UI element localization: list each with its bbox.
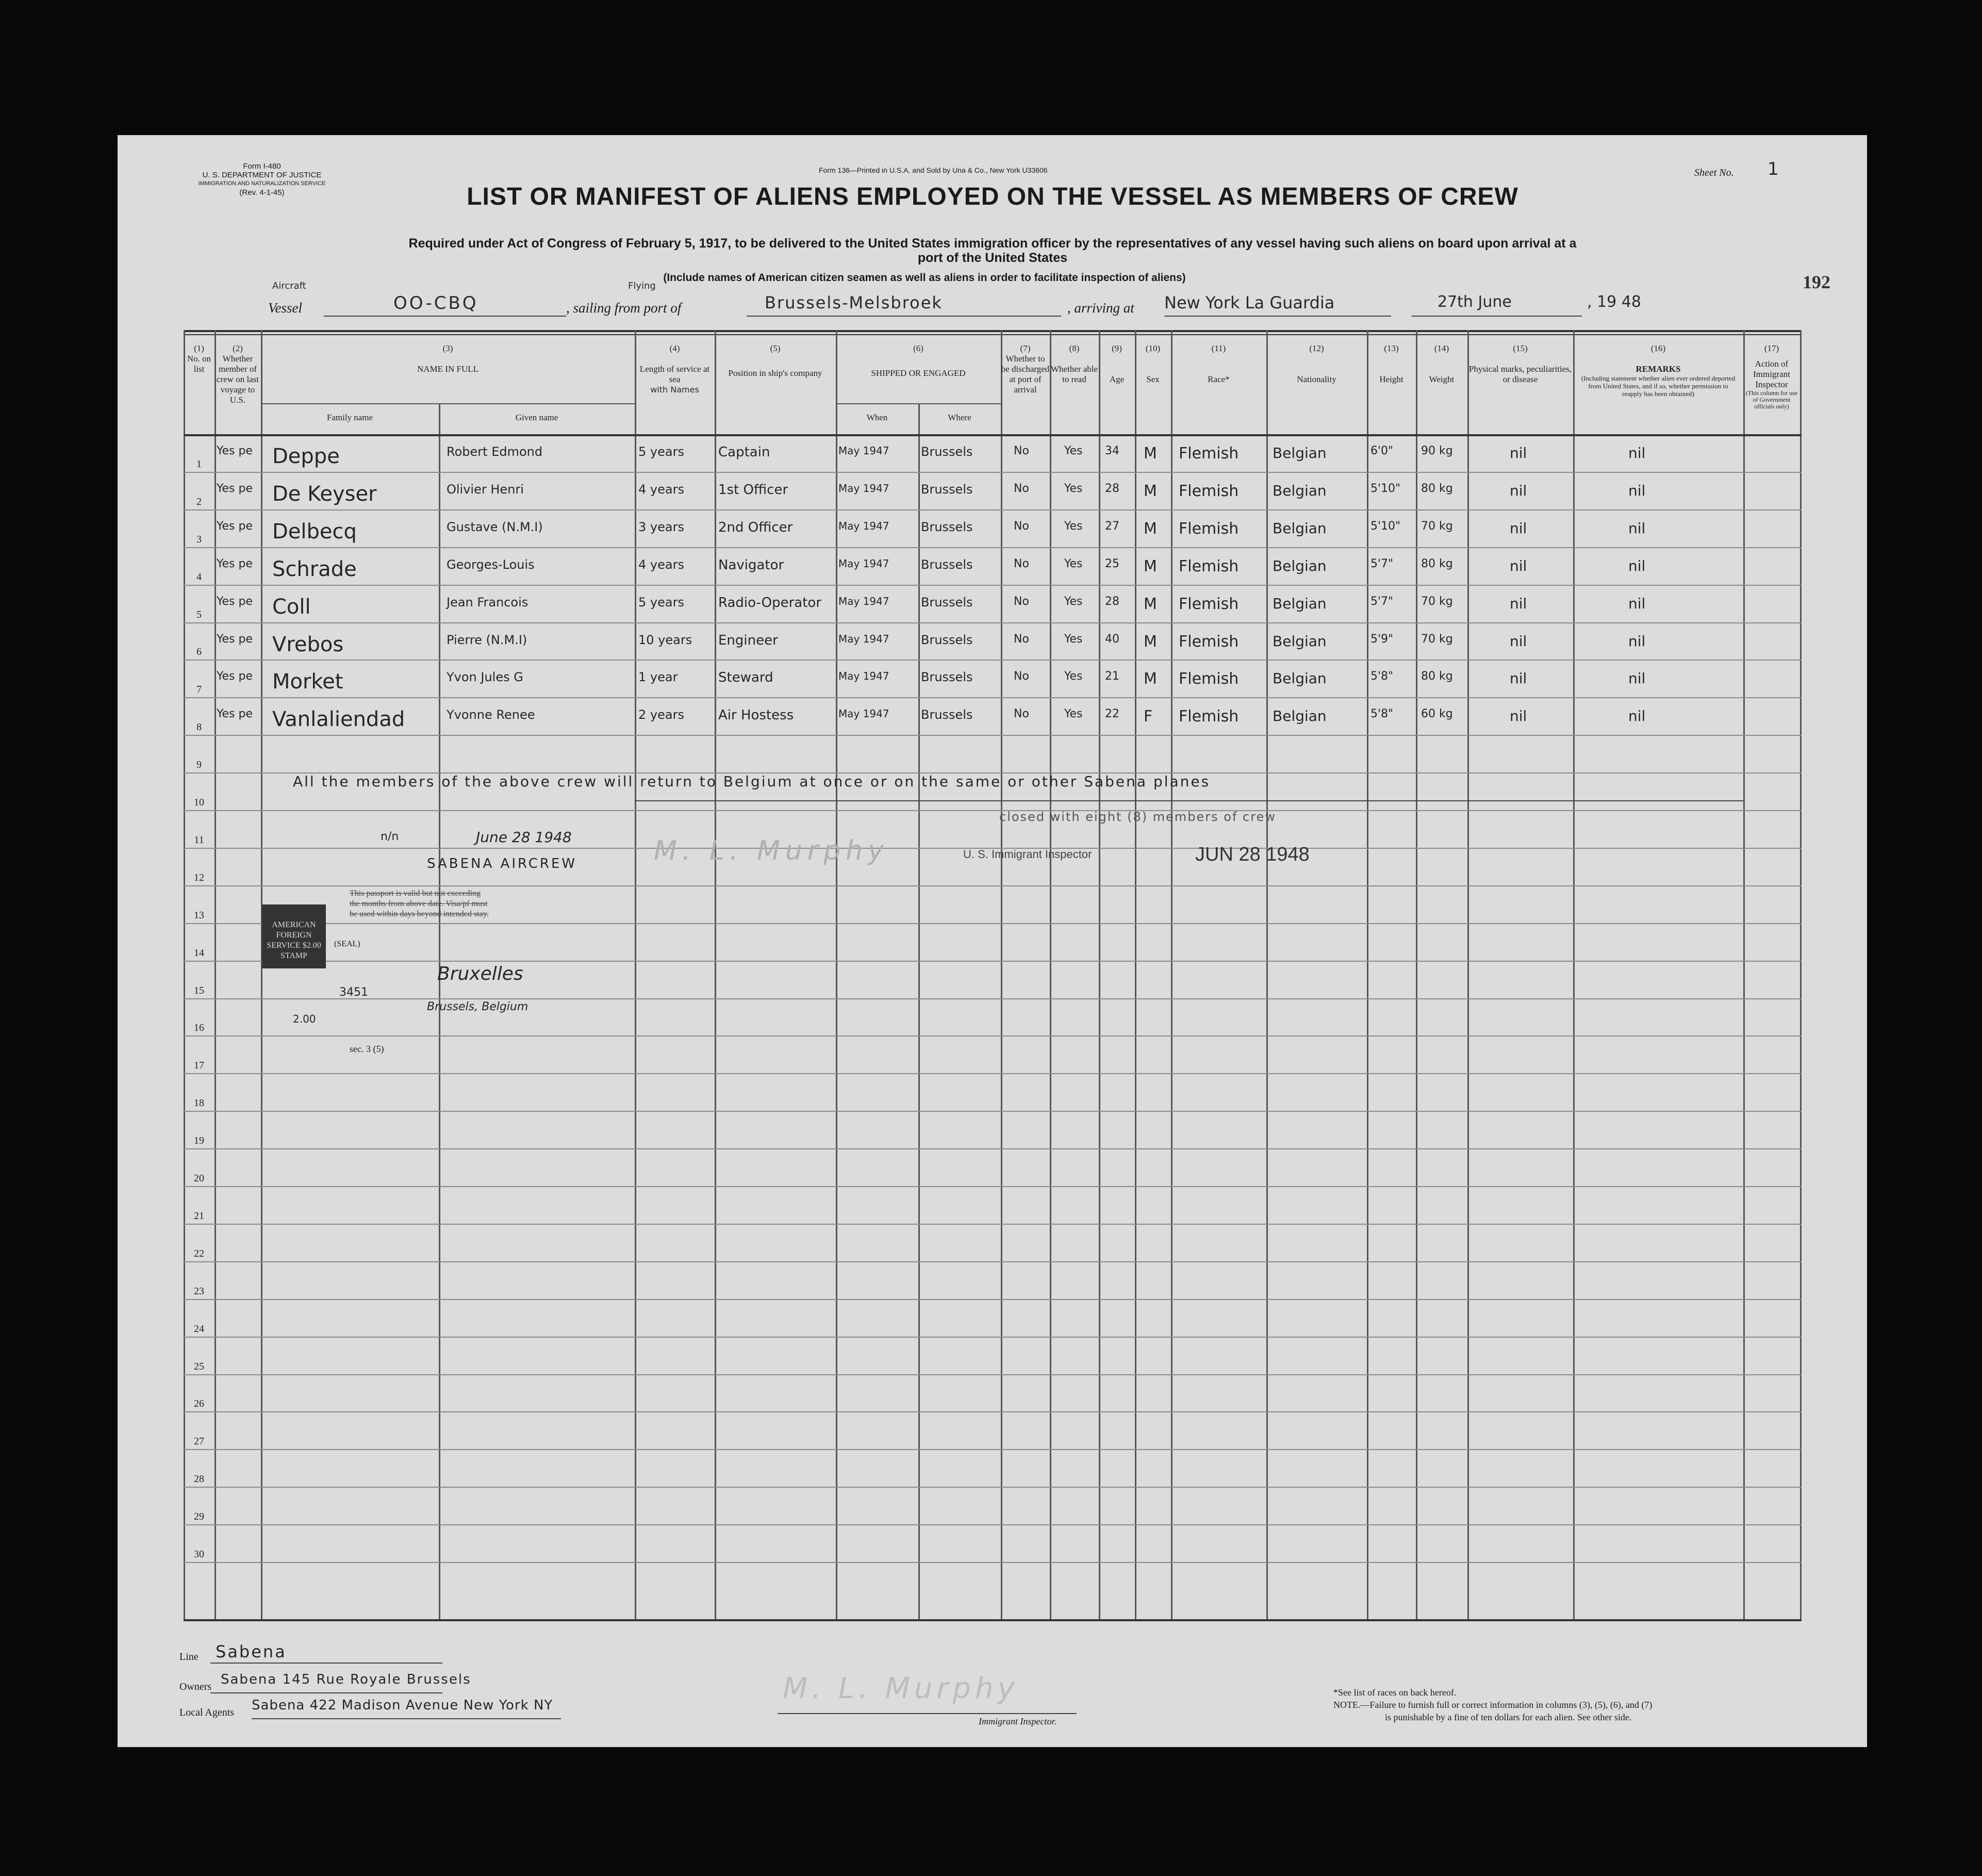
row-number: 2 (196, 496, 202, 507)
row-line (184, 1148, 1802, 1149)
col-2-header: (2) Whether member of crew on last voyage to U.S. (216, 343, 259, 405)
row-line (184, 1073, 1802, 1074)
owners-value: Sabena 145 Rue Royale Brussels (221, 1672, 471, 1687)
crew-where: Brussels (921, 595, 973, 610)
row-line (184, 472, 1802, 473)
col-12-header: (12) Nationality (1297, 343, 1336, 384)
crew-age: 28 (1105, 595, 1119, 608)
crew-service: 5 years (638, 595, 684, 610)
crew-read: Yes (1064, 707, 1083, 720)
races-note: *See list of races on back hereof. (1333, 1687, 1457, 1698)
row-number: 25 (194, 1361, 204, 1372)
inspector-signature: M. L. Murphy (654, 835, 889, 866)
row-number: 15 (194, 985, 204, 996)
where-header: Where (948, 413, 971, 422)
crew-given: Yvonne Renee (447, 707, 535, 722)
crew-when: May 1947 (838, 482, 889, 495)
row-line (184, 1337, 1802, 1338)
crew-when: May 1947 (838, 633, 889, 645)
crew-sex: M (1144, 445, 1157, 463)
crew-family: Vrebos (272, 633, 344, 656)
agents-label: Local Agents (179, 1707, 235, 1718)
form-agency-block (199, 162, 326, 197)
crew-discharged: No (1014, 445, 1029, 457)
page-number: 192 (1803, 272, 1830, 292)
crew-where: Brussels (921, 707, 973, 722)
subtitle-2: port of the United States (917, 251, 1068, 265)
row-number: 11 (194, 834, 204, 846)
row-line (184, 1562, 1802, 1563)
crew-prev: Yes pe (217, 520, 253, 533)
crew-when: May 1947 (838, 557, 889, 570)
visa-validity: This passport is valid but not exceeding (350, 889, 481, 898)
crew-discharged: No (1014, 670, 1029, 683)
crew-where: Brussels (921, 633, 973, 647)
crew-discharged: No (1014, 707, 1029, 720)
crew-prev: Yes pe (217, 670, 253, 683)
crew-family: Delbecq (272, 520, 357, 544)
crew-sex: M (1144, 482, 1157, 500)
crew-family: Morket (272, 670, 343, 694)
row-number: 24 (194, 1323, 204, 1335)
row-line (184, 810, 1802, 811)
col-17-header: (17) Action of Immigrant Inspector (This column for use of Government officials only) (1745, 343, 1798, 410)
crew-when: May 1947 (838, 520, 889, 532)
crew-race: Flemish (1179, 520, 1239, 538)
crew-where: Brussels (921, 520, 973, 534)
crew-service: 4 years (638, 482, 684, 497)
row-line (184, 509, 1802, 511)
crew-age: 28 (1105, 482, 1119, 495)
row-line (184, 1035, 1802, 1036)
footer-inspector-signature: M. L. Murphy (783, 1672, 1019, 1705)
crew-age: 21 (1105, 670, 1119, 683)
crew-marks: nil (1510, 595, 1527, 612)
arriving-port: New York La Guardia (1164, 293, 1335, 312)
crew-read: Yes (1064, 520, 1083, 533)
crew-given: Georges-Louis (447, 557, 535, 572)
crew-service: 2 years (638, 707, 684, 722)
family-name-header: Family name (326, 413, 373, 422)
arrival-date: 27th June (1438, 293, 1512, 311)
row-number: 5 (196, 609, 202, 620)
crew-weight: 80 kg (1421, 557, 1453, 570)
row-line (184, 697, 1802, 698)
inspector-date-stamp: JUN 28 1948 (1195, 844, 1310, 865)
crew-service: 1 year (638, 670, 678, 684)
crew-prev: Yes pe (217, 557, 253, 570)
crew-weight: 80 kg (1421, 670, 1453, 683)
row-number: 28 (194, 1473, 204, 1485)
crew-age: 27 (1105, 520, 1119, 533)
crew-marks: nil (1510, 520, 1527, 537)
row-number: 7 (196, 684, 202, 695)
subtitle-1: Required under Act of Congress of February 5, 1917, to be delivered to the United States immigration officer by the representatives of any vessel having such aliens on board upon arrival at a (408, 236, 1577, 251)
row-number: 30 (194, 1549, 204, 1560)
row-number: 20 (194, 1173, 204, 1184)
crew-given: Robert Edmond (447, 445, 543, 459)
crew-family: Schrade (272, 557, 357, 581)
crew-nationality: Belgian (1273, 482, 1327, 499)
crew-nationality: Belgian (1273, 445, 1327, 462)
visa-crew: SABENA AIRCREW (427, 856, 577, 871)
sheet-label: Sheet No. (1694, 167, 1734, 178)
form-number: Form I-480 (243, 162, 281, 171)
crew-given: Olivier Henri (447, 482, 524, 497)
fine-note-2: is punishable by a fine of ten dollars for each alien. See other side. (1385, 1712, 1632, 1722)
crew-family: Coll (272, 595, 311, 619)
row-number: 6 (196, 646, 202, 657)
crew-height: 5'8" (1370, 670, 1394, 683)
col-5-header: (5) Position in ship's company (728, 343, 822, 378)
visa-fee: 2.00 (293, 1013, 316, 1025)
crew-remarks: nil (1628, 557, 1646, 574)
crew-race: Flemish (1179, 633, 1239, 651)
crew-marks: nil (1510, 707, 1527, 725)
crew-remarks: nil (1628, 595, 1646, 612)
vessel-prefix: Aircraft (272, 281, 306, 291)
crew-read: Yes (1064, 595, 1083, 608)
visa-nn: n/n (381, 830, 399, 843)
row-number: 12 (194, 872, 204, 883)
crew-height: 5'8" (1370, 707, 1394, 720)
crew-service: 10 years (638, 633, 692, 647)
row-line (184, 1299, 1802, 1300)
row-10-note: closed with eight (8) members of crew (999, 810, 1276, 824)
crew-height: 5'9" (1370, 633, 1394, 646)
given-name-header: Given name (515, 413, 558, 422)
crew-marks: nil (1510, 445, 1527, 462)
row-number: 8 (196, 721, 202, 733)
crew-marks: nil (1510, 670, 1527, 687)
col-16-header: (16) REMARKS (Including statement whether alien ever ordered deported from United States, and if so, whether permission to reapply has been obtained) (1581, 343, 1736, 398)
crew-where: Brussels (921, 482, 973, 497)
crew-marks: nil (1510, 633, 1527, 650)
crew-sex: M (1144, 670, 1157, 688)
page-title: LIST OR MANIFEST OF ALIENS EMPLOYED ON THE VESSEL AS MEMBERS OF CREW (467, 183, 1518, 210)
crew-prev: Yes pe (217, 482, 253, 495)
crew-given: Pierre (N.M.I) (447, 633, 527, 647)
col-3-header: (3) NAME IN FULL (417, 343, 478, 374)
crew-prev: Yes pe (217, 633, 253, 646)
crew-nationality: Belgian (1273, 670, 1327, 687)
crew-service: 4 years (638, 557, 684, 572)
printer-line: Form 136—Printed in U.S.A. and Sold by Una & Co., New York U33606 (819, 166, 1048, 174)
crew-position: 2nd Officer (718, 520, 793, 535)
crew-race: Flemish (1179, 707, 1239, 726)
fine-note-1: NOTE.—Failure to furnish full or correct information in columns (3), (5), (6), and (7) (1333, 1700, 1653, 1710)
col-1-header: (1) No. on list (187, 343, 211, 374)
row-number: 26 (194, 1398, 204, 1409)
crew-read: Yes (1064, 633, 1083, 646)
crew-remarks: nil (1628, 707, 1646, 725)
row-line (184, 1449, 1802, 1450)
row-number: 27 (194, 1436, 204, 1447)
crew-given: Yvon Jules G (447, 670, 523, 684)
col-10-header: (10) Sex (1145, 343, 1161, 384)
crew-where: Brussels (921, 557, 973, 572)
agents-value: Sabena 422 Madison Avenue New York NY (252, 1698, 553, 1713)
crew-age: 25 (1105, 557, 1119, 570)
row-line (184, 1411, 1802, 1412)
row-number: 4 (196, 571, 202, 583)
row-9-note: All the members of the above crew will return to Belgium at once or on the same or other Sabena planes (293, 773, 1211, 790)
form-revision: (Rev. 4-1-45) (239, 188, 285, 197)
row-line (184, 1487, 1802, 1488)
crew-height: 5'10" (1370, 520, 1401, 533)
row-number: 16 (194, 1022, 204, 1033)
visa-validity-2: the months from above date. Visa/pf must (350, 899, 488, 908)
col-9-header: (9) Age (1109, 343, 1125, 384)
crew-race: Flemish (1179, 445, 1239, 463)
row-number: 23 (194, 1286, 204, 1297)
crew-height: 5'7" (1370, 557, 1394, 570)
col-6-header: (6) SHIPPED OR ENGAGED (871, 343, 966, 378)
row-line (184, 1111, 1802, 1112)
vessel-label: Vessel (268, 300, 302, 316)
crew-service: 5 years (638, 445, 684, 459)
row-line (184, 1524, 1802, 1525)
crew-remarks: nil (1628, 482, 1646, 499)
visa-validity-3: be used within days beyond intended stay. (350, 910, 489, 918)
sailing-label: , sailing from port of (566, 300, 682, 316)
crew-family: De Keyser (272, 482, 377, 506)
sailing-port: Brussels-Melsbroek (765, 293, 943, 312)
crew-age: 22 (1105, 707, 1119, 720)
crew-discharged: No (1014, 595, 1029, 608)
row-line (184, 998, 1802, 999)
row-number: 22 (194, 1248, 204, 1259)
crew-position: Radio-Operator (718, 595, 822, 611)
crew-service: 3 years (638, 520, 684, 534)
crew-remarks: nil (1628, 445, 1646, 462)
crew-remarks: nil (1628, 520, 1646, 537)
crew-position: Engineer (718, 633, 778, 648)
visa-place: Brussels, Belgium (427, 1000, 528, 1013)
crew-family: Vanlaliendad (272, 707, 405, 731)
when-header: When (866, 413, 888, 422)
crew-read: Yes (1064, 557, 1083, 570)
crew-race: Flemish (1179, 595, 1239, 613)
row-number: 14 (194, 947, 204, 959)
crew-where: Brussels (921, 670, 973, 684)
crew-read: Yes (1064, 482, 1083, 495)
row-line (184, 923, 1802, 924)
crew-read: Yes (1064, 670, 1083, 683)
crew-height: 5'7" (1370, 595, 1394, 608)
crew-discharged: No (1014, 557, 1029, 570)
sheet-number: 1 (1768, 159, 1779, 179)
crew-sex: M (1144, 557, 1157, 575)
crew-nationality: Belgian (1273, 633, 1327, 650)
crew-when: May 1947 (838, 707, 889, 720)
crew-height: 6'0" (1370, 445, 1394, 457)
row-number: 1 (196, 458, 202, 470)
crew-age: 40 (1105, 633, 1119, 646)
crew-where: Brussels (921, 445, 973, 459)
sailing-prefix: Flying (628, 281, 656, 291)
crew-race: Flemish (1179, 557, 1239, 575)
row-number: 21 (194, 1210, 204, 1222)
line-label: Line (179, 1651, 199, 1663)
row-line (184, 585, 1802, 586)
row-line (184, 885, 1802, 886)
crew-nationality: Belgian (1273, 595, 1327, 612)
row-number: 13 (194, 910, 204, 921)
crew-given: Gustave (N.M.I) (447, 520, 543, 534)
col-4-header: (4) Length of service at sea with Names (639, 343, 710, 394)
revenue-stamp: AMERICAN FOREIGN SERVICE $2.00 STAMP (262, 904, 326, 968)
row-line (184, 1374, 1802, 1375)
department: U. S. DEPARTMENT OF JUSTICE (202, 171, 322, 179)
row-number: 9 (196, 759, 202, 770)
crew-nationality: Belgian (1273, 707, 1327, 725)
crew-position: Captain (718, 445, 770, 460)
col-11-header: (11) Race* (1208, 343, 1230, 384)
arriving-label: , arriving at (1067, 300, 1134, 316)
manifest-sheet (118, 135, 1867, 1747)
row-number: 10 (194, 797, 204, 808)
crew-nationality: Belgian (1273, 557, 1327, 574)
row-number: 29 (194, 1511, 204, 1522)
vessel-value: OO-CBQ (393, 293, 478, 314)
service-name: IMMIGRATION AND NATURALIZATION SERVICE (198, 180, 326, 187)
crew-given: Jean Francois (447, 595, 528, 610)
subtitle-3: (Include names of American citizen seamen as well as aliens in order to facilitate inspection of aliens) (663, 272, 1186, 284)
col-13-header: (13) Height (1379, 343, 1403, 384)
visa-date: June 28 1948 (476, 829, 572, 846)
row-line (184, 1224, 1802, 1225)
consul-signature: Bruxelles (437, 963, 523, 984)
crew-weight: 60 kg (1421, 707, 1453, 720)
row-number: 19 (194, 1135, 204, 1146)
crew-race: Flemish (1179, 482, 1239, 500)
crew-marks: nil (1510, 482, 1527, 499)
crew-read: Yes (1064, 445, 1083, 457)
crew-position: Navigator (718, 557, 784, 573)
crew-prev: Yes pe (217, 445, 253, 457)
row-line (184, 660, 1802, 661)
row-line (184, 547, 1802, 548)
crew-weight: 80 kg (1421, 482, 1453, 495)
crew-weight: 70 kg (1421, 595, 1453, 608)
inspector-title: U. S. Immigrant Inspector (963, 848, 1092, 861)
crew-discharged: No (1014, 633, 1029, 646)
arrival-year: , 19 48 (1587, 293, 1641, 311)
crew-remarks: nil (1628, 633, 1646, 650)
crew-discharged: No (1014, 520, 1029, 533)
row-number: 18 (194, 1097, 204, 1109)
col-14-header: (14) Weight (1429, 343, 1455, 384)
crew-discharged: No (1014, 482, 1029, 495)
crew-race: Flemish (1179, 670, 1239, 688)
crew-height: 5'10" (1370, 482, 1401, 495)
crew-weight: 70 kg (1421, 633, 1453, 646)
col-15-header: (15) Physical marks, peculiarities, or disease (1468, 343, 1572, 384)
crew-position: Air Hostess (718, 707, 794, 723)
owners-label: Owners (179, 1681, 212, 1692)
row-number: 17 (194, 1060, 204, 1071)
col-8-header: (8) Whether able to read (1050, 343, 1098, 384)
footer-inspector-label: Immigrant Inspector. (979, 1716, 1056, 1726)
crew-family: Deppe (272, 445, 340, 468)
crew-when: May 1947 (838, 445, 889, 457)
crew-when: May 1947 (838, 670, 889, 682)
crew-when: May 1947 (838, 595, 889, 607)
crew-prev: Yes pe (217, 595, 253, 608)
crew-age: 34 (1105, 445, 1119, 457)
crew-position: Steward (718, 670, 773, 685)
line-value: Sabena (216, 1642, 287, 1661)
crew-sex: M (1144, 633, 1157, 651)
row-line (184, 622, 1802, 623)
fee-number: 3451 (339, 986, 368, 999)
crew-weight: 70 kg (1421, 520, 1453, 533)
crew-prev: Yes pe (217, 707, 253, 720)
row-line (184, 1186, 1802, 1187)
row-line (184, 1261, 1802, 1262)
row-line (184, 735, 1802, 736)
crew-remarks: nil (1628, 670, 1646, 687)
crew-weight: 90 kg (1421, 445, 1453, 457)
col-7-header: (7) Whether to be discharged at port of arrival (1001, 343, 1050, 394)
visa-seal: (SEAL) (334, 940, 360, 948)
crew-marks: nil (1510, 557, 1527, 574)
crew-sex: M (1144, 520, 1157, 538)
crew-sex: M (1144, 595, 1157, 613)
row-line (184, 961, 1802, 962)
crew-sex: F (1144, 707, 1153, 726)
crew-nationality: Belgian (1273, 520, 1327, 537)
visa-section: sec. 3 (5) (350, 1044, 384, 1054)
row-number: 3 (196, 534, 202, 545)
crew-position: 1st Officer (718, 482, 788, 498)
